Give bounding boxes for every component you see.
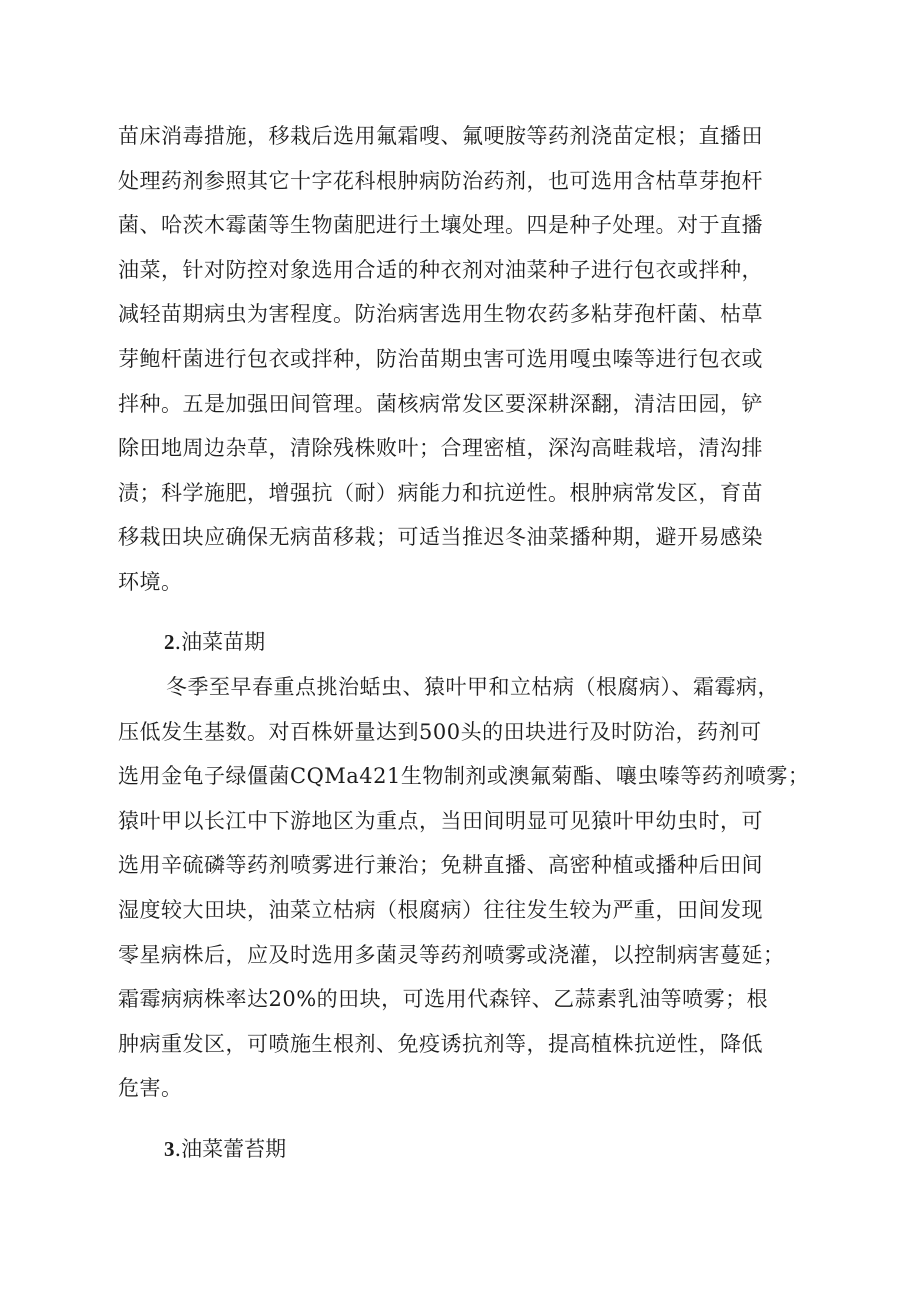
paragraph-line: 拌种。五是加强田间管理。菌核病常发区要深耕深翻，清洁田园，铲 <box>118 391 763 416</box>
paragraph-line: 减轻苗期病虫为害程度。防治病害选用生物农药多粘芽孢杆菌、枯草 <box>118 302 763 327</box>
paragraph-line: 零星病株后，应及时选用多菌灵等药剂喷雾或浇灌，以控制病害蔓延； <box>118 942 785 967</box>
paragraph-line: 霜霉病病株率达20%的田块，可选用代森锌、乙蒜素乳油等喷雾；根 <box>118 987 769 1012</box>
paragraph-line: 苗床消毒措施，移栽后选用氟霜嗖、氟哽胺等药剂浇苗定根；直播田 <box>118 124 763 148</box>
paragraph-line: 危害。 <box>118 1076 183 1101</box>
section-title: .油菜苗期 <box>174 630 266 654</box>
section-number: 3 <box>164 1137 175 1161</box>
section-number: 2 <box>164 630 175 654</box>
paragraph-line: 选用辛硫磷等药剂喷雾进行兼治；免耕直播、高密种植或播种后田间 <box>118 853 763 878</box>
paragraph-line: 渍；科学施肥，增强抗（耐）病能力和抗逆性。根肿病常发区，育苗 <box>118 480 763 505</box>
section-heading-3 <box>164 1127 286 1171</box>
paragraph-line: 处理药剂参照其它十字花科根肿病防治药剂，也可选用含枯草芽抱杆 <box>118 168 763 193</box>
paragraph-line: 压低发生基数。对百株妍量达到500头的田块进行及时防治，药剂可 <box>118 719 762 744</box>
section-title: .油菜蕾苔期 <box>174 1137 287 1161</box>
paragraph-line: 冬季至早春重点挑治蛞虫、猿叶甲和立枯病（根腐病）、霜霉病， <box>166 675 779 699</box>
paragraph-line: 环境。 <box>118 569 183 594</box>
paragraph-line: 选用金龟子绿僵菌CQMa421生物制剂或澳氟菊酯、嚷虫嗪等药剂喷雾； <box>118 764 810 789</box>
paragraph-line: 猿叶甲以长江中下游地区为重点，当田间明显可见猿叶甲幼虫时，可 <box>118 808 763 833</box>
paragraph-line: 菌、哈茨木霉菌等生物菌肥进行土壤处理。四是种子处理。对于直播 <box>118 213 763 238</box>
paragraph-line: 油菜，针对防控对象选用合适的种衣剂对油菜种子进行包衣或拌种， <box>118 257 763 282</box>
paragraph-2 <box>118 665 818 1111</box>
paragraph-line: 芽鲍杆菌进行包衣或拌种，防治苗期虫害可选用嘎虫嗪等进行包衣或 <box>118 346 763 371</box>
paragraph-1 <box>118 114 818 605</box>
paragraph-line: 除田地周边杂草，清除残株败叶；合理密植，深沟高畦栽培，清沟排 <box>118 436 763 461</box>
paragraph-line: 肿病重发区，可喷施生根剂、免疫诱抗剂等，提高植株抗逆性，降低 <box>118 1031 763 1056</box>
paragraph-line: 移栽田块应确保无病苗移栽；可适当推迟冬油菜播种期，避开易感染 <box>118 525 763 550</box>
section-heading-2 <box>164 620 265 664</box>
paragraph-line: 湿度较大田块，油菜立枯病（根腐病）往往发生较为严重，田间发现 <box>118 897 763 922</box>
